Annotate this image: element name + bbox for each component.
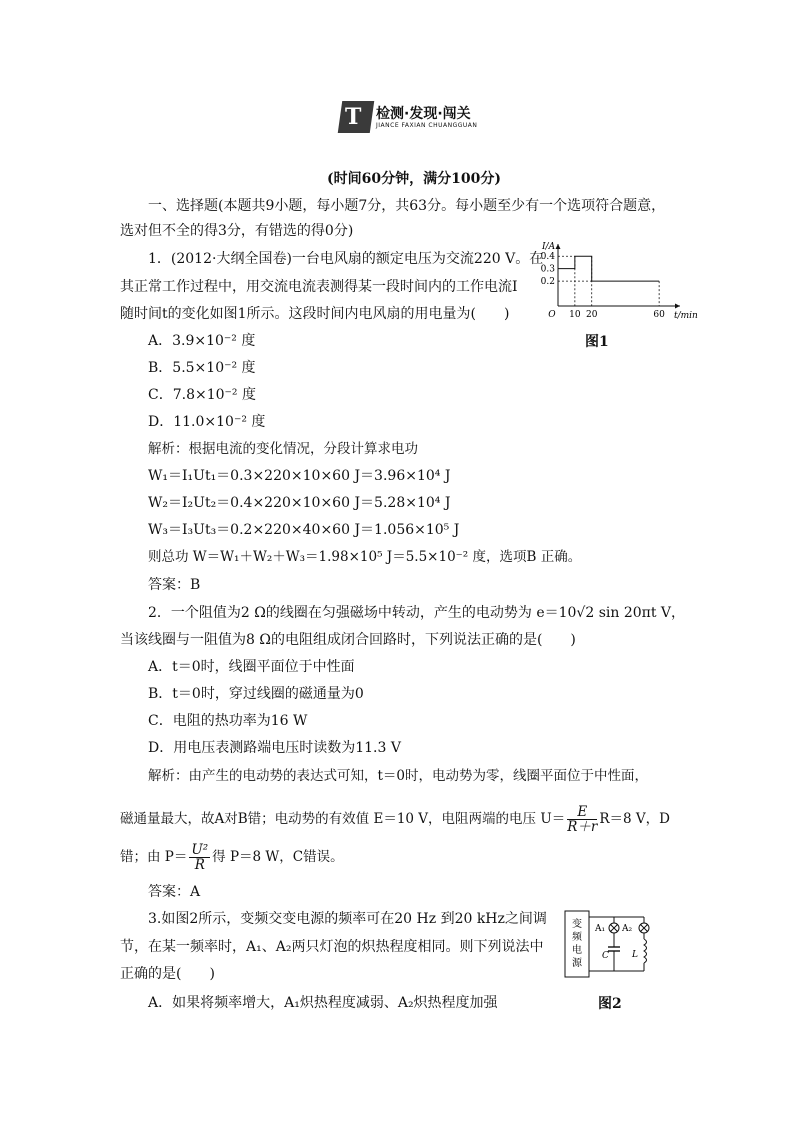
q2-solution-2 — [120, 802, 670, 836]
q1-solution-total: 则总功 W＝W₁＋W₂＋W₃＝1.98×10⁵ J＝5.5×10⁻² 度，选项B 正确。 — [148, 549, 582, 565]
x-tick-label: O — [548, 310, 556, 320]
lamp-a1-label: A₁ — [595, 924, 606, 934]
q1-option-c: C．7.8×10⁻² 度 — [148, 387, 256, 403]
q1-option-b: B．5.5×10⁻² 度 — [148, 360, 256, 376]
y-axis-label: I/A — [542, 242, 556, 252]
section-instructions-1: 一、选择题(本题共9小题，每小题7分，共63分。每小题至少有一个选项符合题意， — [148, 198, 666, 214]
q2-solution-3a: 错；由 P＝ — [120, 849, 188, 865]
q3-option-a: A．如果将频率增大，A₁炽热程度减弱、A₂炽热程度加强 — [148, 995, 498, 1011]
time-note: (时间60分钟，满分100分) — [327, 171, 501, 187]
q1-answer: 答案：B — [148, 577, 201, 593]
q2-stem-2: 当该线圈与一阻值为8 Ω的电阻组成闭合回路时，下列说法正确的是( ) — [120, 632, 576, 648]
q1-option-d: D．11.0×10⁻² 度 — [148, 414, 266, 430]
inductor-label: L — [632, 950, 638, 960]
fraction-denominator: R＋r — [567, 819, 598, 835]
q3-stem-2: 节，在某一频率时，A₁、A₂两只灯泡的炽热程度相同。则下列说法中 — [120, 939, 544, 955]
q1-stem-3: 随时间t的变化如图1所示。这段时间内电风扇的用电量为( ) — [120, 306, 510, 322]
x-tick-label: 60 — [653, 310, 665, 320]
q2-solution-1: 解析：由产生的电动势的表达式可知，t＝0时，电动势为零，线圈平面位于中性面， — [148, 768, 649, 784]
x-tick-label: 20 — [585, 310, 598, 320]
q2-solution-3 — [120, 840, 344, 874]
lamp-a2-label: A₂ — [622, 924, 633, 934]
x-axis-label: t/min — [674, 311, 698, 321]
q1-stem-2: 其正常工作过程中，用交流电流表测得某一段时间内的工作电流I — [120, 279, 518, 295]
fraction-denominator: R — [194, 857, 205, 873]
q1-solution-w2: W₂＝I₂Ut₂＝0.4×220×10×60 J＝5.28×10⁴ J — [148, 495, 451, 511]
inductor-icon — [644, 939, 647, 963]
x-axis-arrow — [675, 304, 680, 309]
q2-option-c: C．电阻的热功率为16 W — [148, 713, 308, 729]
q1-solution-w3: W₃＝I₃Ut₃＝0.2×220×40×60 J＝1.056×10⁵ J — [148, 522, 460, 538]
power-fraction — [189, 843, 210, 872]
q1-solution-w1: W₁＝I₁Ut₁＝0.3×220×10×60 J＝3.96×10⁴ J — [148, 468, 451, 484]
q2-solution-3b: 得 P＝8 W，C错误。 — [212, 849, 344, 865]
q2-solution-2a: 磁通量最大，故A对B错；电动势的有效值 E＝10 V，电阻两端的电压 U＝ — [120, 811, 566, 827]
y-tick-label: 0.4 — [540, 252, 555, 263]
section-instructions-2: 选对但不全的得3分，有错选的得0分) — [120, 223, 354, 239]
figure-1-chart — [538, 240, 698, 322]
figure-2-circuit — [562, 905, 658, 985]
q3-stem-1: 3.如图2所示，变频交变电源的频率可在20 Hz 到20 kHz之间调 — [148, 911, 547, 927]
y-axis-arrow — [556, 244, 561, 249]
x-tick-label: 10 — [569, 310, 581, 320]
figure-2-caption: 图2 — [598, 996, 622, 1012]
q2-stem-1: 2．一个阻值为2 Ω的线圈在匀强磁场中转动，产生的电动势为 e＝10√2 sin 20πt V， — [148, 605, 686, 621]
q1-solution-head: 解析：根据电流的变化情况，分段计算求电功 — [148, 441, 418, 457]
section-subtitle: JIANCE FAXIAN CHUANGGUAN — [376, 122, 478, 129]
source-label-char: 频 — [572, 932, 582, 943]
q2-option-d: D．用电压表测路端电压时读数为11.3 V — [148, 740, 401, 756]
fraction-numerator: U² — [191, 842, 209, 858]
q2-solution-2b: R＝8 V，D — [599, 811, 670, 827]
logo-glyph: T — [345, 104, 362, 130]
q2-option-a: A．t＝0时，线圈平面位于中性面 — [148, 659, 355, 675]
current-series-line — [558, 256, 659, 281]
figure-1-caption: 图1 — [585, 334, 609, 350]
source-label-char: 变 — [572, 919, 582, 930]
y-tick-label: 0.2 — [540, 277, 555, 288]
q2-answer: 答案：A — [148, 884, 201, 900]
q1-stem-1: 1．(2012·大纲全国卷)一台电风扇的额定电压为交流220 V。在 — [148, 251, 544, 267]
y-tick-label: 0.3 — [540, 264, 555, 275]
source-label-char: 源 — [572, 958, 582, 969]
q2-option-b: B．t＝0时，穿过线圈的磁通量为0 — [148, 686, 364, 702]
fraction-numerator: E — [567, 805, 597, 820]
q1-option-a: A．3.9×10⁻² 度 — [148, 333, 256, 349]
section-title: 检测·发现·闯关 — [376, 106, 471, 122]
q3-stem-3: 正确的是( ) — [120, 966, 215, 982]
voltage-fraction — [567, 805, 597, 834]
capacitor-label: C — [602, 951, 609, 961]
source-label-char: 电 — [572, 945, 582, 956]
